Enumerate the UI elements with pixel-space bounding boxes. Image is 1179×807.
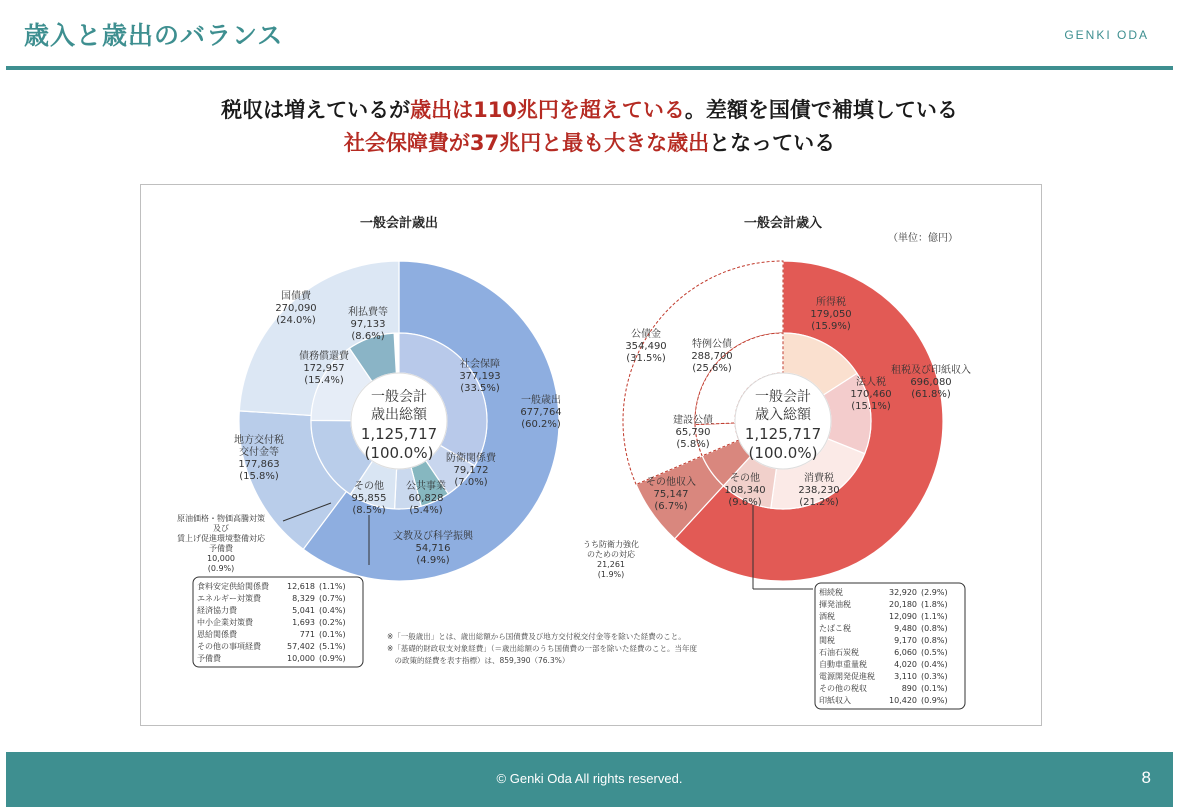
revenue-breakdown-value: 20,180 [889,600,917,609]
expenditure-breakdown-label: 中小企業対策費 [197,618,253,627]
expenditure-breakdown-pct: (5.1%) [319,642,346,651]
expenditure-data-label: 地方交付税 [234,435,284,446]
headline-emphasis: 社会保障費が37兆円と最も大きな歳出 [343,131,710,155]
expenditure-breakdown-pct: (1.1%) [319,582,346,591]
expenditure-breakdown-label: 予備費 [197,654,221,663]
expenditure-data-label: 95,855 [351,493,387,504]
footnote: ※「一般歳出」とは、歳出総額から国債費及び地方交付税交付金等を除いた経費のこと。 [387,632,686,641]
expenditure-center-label: 一般会計 [371,389,427,405]
expenditure-data-label: 文教及び科学振興 [393,531,473,542]
revenue-data-label: 建設公債 [673,415,713,426]
headline [0,94,1179,160]
revenue-breakdown-value: 12,090 [889,612,917,621]
expenditure-breakdown-value: 771 [299,630,315,639]
revenue-data-label: 所得税 [816,297,846,308]
expenditure-breakdown-pct: (0.2%) [319,618,346,627]
headline-emphasis: 歳出は110兆円を超えている [410,98,685,122]
defense-annotation: (1.9%) [597,570,625,579]
revenue-data-label: 108,340 [724,485,766,496]
expenditure-data-label: (24.0%) [276,315,316,326]
revenue-breakdown-label: 酒税 [819,612,835,621]
revenue-data-label: (21.2%) [799,497,839,508]
revenue-data-label: その他 [730,473,760,484]
headline-line-2 [0,127,1179,160]
revenue-data-label: 354,490 [625,341,667,352]
expenditure-center-value: (100.0%) [364,444,434,462]
expenditure-data-label: 172,957 [303,363,345,374]
expenditure-breakdown-pct: (0.4%) [319,606,346,615]
revenue-data-label: (15.1%) [851,401,891,412]
expenditure-data-label: 54,716 [415,543,451,554]
revenue-breakdown-label: 印紙収入 [819,696,851,705]
revenue-data-label: 公債金 [631,329,661,340]
expenditure-breakdown-value: 10,000 [287,654,315,663]
footnote: ※「基礎的財政収支対象経費」（＝歳出総額のうち国債費の一部を除いた経費のこと。当年度 [387,644,698,653]
expenditure-breakdown-label: 経済協力費 [197,606,237,615]
headline-text: 税収は増えているが [221,98,411,122]
revenue-breakdown-label: 石油石炭税 [819,648,859,657]
slide-title: 歳入と歳出のバランス [24,21,284,50]
revenue-data-label: (25.6%) [692,363,732,374]
revenue-breakdown-label: 相続税 [819,588,843,597]
budget-charts-svg [141,185,1041,725]
expenditure-data-label: 公共事業 [406,481,446,492]
expenditure-breakdown-pct: (0.9%) [319,654,346,663]
revenue-breakdown-value: 4,020 [894,660,917,669]
revenue-data-label: 238,230 [798,485,840,496]
expenditure-data-label: 79,172 [453,465,489,476]
expenditure-data-label: 利払費等 [348,307,388,318]
reserve-fund-annotation: 賃上げ促進環境整備対応 [177,534,265,543]
revenue-data-label: 消費税 [804,473,834,484]
expenditure-breakdown-pct: (0.7%) [319,594,346,603]
revenue-breakdown-pct: (0.9%) [921,696,948,705]
expenditure-center-label: 歳出総額 [371,407,427,423]
author-label: GENKI ODA [1064,28,1149,42]
expenditure-data-label: (8.6%) [351,331,385,342]
expenditure-chart-title: 一般会計歳出 [359,216,439,231]
header-divider [6,66,1173,70]
revenue-breakdown-value: 10,420 [889,696,917,705]
expenditure-data-label: (15.4%) [304,375,344,386]
expenditure-data-label: (33.5%) [460,383,500,394]
expenditure-data-label: 社会保障 [460,359,500,370]
copyright-text: © Genki Oda All rights reserved. [496,771,683,786]
expenditure-data-label: 防衛関係費 [446,453,496,464]
revenue-data-label: 179,050 [810,309,852,320]
headline-line-1 [0,94,1179,127]
expenditure-breakdown-pct: (0.1%) [319,630,346,639]
expenditure-data-label: その他 [354,481,384,492]
expenditure-data-label: (8.5%) [352,505,386,516]
revenue-data-label: (61.8%) [911,389,951,400]
revenue-breakdown-pct: (1.8%) [921,600,948,609]
revenue-data-label: 65,790 [675,427,711,438]
revenue-breakdown-pct: (0.8%) [921,624,948,633]
expenditure-data-label: 交付金等 [239,447,279,458]
revenue-breakdown-value: 32,920 [889,588,917,597]
revenue-data-label: (5.8%) [676,439,710,450]
slide-footer [6,752,1173,807]
revenue-data-label: 法人税 [856,377,886,388]
defense-annotation: うち防衛力強化 [583,540,639,549]
defense-annotation: のための対応 [587,550,635,559]
expenditure-breakdown-label: エネルギー対策費 [197,594,261,603]
revenue-breakdown-label: 揮発油税 [819,600,851,609]
expenditure-data-label: 177,863 [238,459,280,470]
revenue-breakdown-label: その他の税収 [819,684,867,693]
expenditure-breakdown-label: 食料安定供給関係費 [197,582,269,591]
expenditure-breakdown-value: 12,618 [287,582,315,591]
expenditure-data-label: (5.4%) [409,505,443,516]
expenditure-breakdown-label: その他の事項経費 [197,642,261,651]
revenue-data-label: (9.6%) [728,497,762,508]
reserve-fund-annotation: 予備費 [209,544,233,553]
revenue-breakdown-value: 6,060 [894,648,917,657]
headline-text: となっている [709,131,836,155]
revenue-data-label: その他収入 [646,477,696,488]
revenue-breakdown-label: 自動車重量税 [819,660,867,669]
revenue-breakdown-pct: (0.5%) [921,648,948,657]
expenditure-breakdown-label: 恩給関係費 [197,630,237,639]
revenue-data-label: 特例公債 [692,339,732,350]
revenue-breakdown-pct: (0.8%) [921,636,948,645]
revenue-data-label: 租税及び印紙収入 [891,365,971,376]
headline-text: 。差額を国債で補填している [684,98,958,122]
revenue-data-label: 170,460 [850,389,892,400]
slide-header [0,0,1179,66]
revenue-breakdown-pct: (0.4%) [921,660,948,669]
revenue-center-value: 1,125,717 [744,425,822,443]
reserve-fund-annotation: 原油価格・物価高騰対策 [177,514,265,523]
expenditure-data-label: (4.9%) [416,555,450,566]
reserve-fund-annotation: 10,000 [207,554,235,563]
page-number: 8 [1141,768,1151,787]
reserve-fund-annotation: 及び [213,524,229,533]
revenue-breakdown-value: 3,110 [894,672,917,681]
unit-label: （単位：億円） [888,233,958,244]
expenditure-breakdown-value: 5,041 [292,606,315,615]
revenue-center-label: 一般会計 [755,389,811,405]
expenditure-data-label: 一般歳出 [521,395,561,406]
revenue-data-label: 75,147 [653,489,689,500]
revenue-breakdown-label: たばこ税 [819,624,851,633]
revenue-breakdown-pct: (2.9%) [921,588,948,597]
expenditure-data-label: 国債費 [281,291,311,302]
revenue-breakdown-value: 9,480 [894,624,917,633]
expenditure-data-label: (60.2%) [521,419,561,430]
revenue-data-label: (31.5%) [626,353,666,364]
revenue-chart-title: 一般会計歳入 [743,216,823,231]
revenue-breakdown-pct: (1.1%) [921,612,948,621]
expenditure-breakdown-value: 57,402 [287,642,315,651]
expenditure-data-label: 97,133 [350,319,386,330]
revenue-data-label: (15.9%) [811,321,851,332]
revenue-breakdown-value: 890 [901,684,917,693]
revenue-center-label: 歳入総額 [755,407,811,423]
expenditure-data-label: 677,764 [520,407,562,418]
expenditure-data-label: 270,090 [275,303,317,314]
footnote: の政策的経費を表す指標）は、859,390（76.3%） [387,656,570,665]
reserve-fund-annotation: (0.9%) [207,564,235,573]
revenue-breakdown-pct: (0.1%) [921,684,948,693]
expenditure-data-label: 債務償還費 [299,351,349,362]
revenue-breakdown-value: 9,170 [894,636,917,645]
expenditure-center-value: 1,125,717 [360,425,438,443]
expenditure-data-label: 377,193 [459,371,501,382]
expenditure-data-label: 60,828 [408,493,444,504]
revenue-breakdown-pct: (0.3%) [921,672,948,681]
revenue-data-label: 696,080 [910,377,952,388]
revenue-breakdown-label: 関税 [819,636,835,645]
revenue-center-value: (100.0%) [748,444,818,462]
expenditure-breakdown-value: 1,693 [292,618,315,627]
revenue-data-label: 288,700 [691,351,733,362]
expenditure-breakdown-value: 8,329 [292,594,315,603]
budget-figure [140,184,1042,726]
expenditure-data-label: (15.8%) [239,471,279,482]
revenue-breakdown-label: 電源開発促進税 [819,672,875,681]
expenditure-data-label: (7.0%) [454,477,488,488]
revenue-data-label: (6.7%) [654,501,688,512]
defense-annotation: 21,261 [597,560,625,569]
